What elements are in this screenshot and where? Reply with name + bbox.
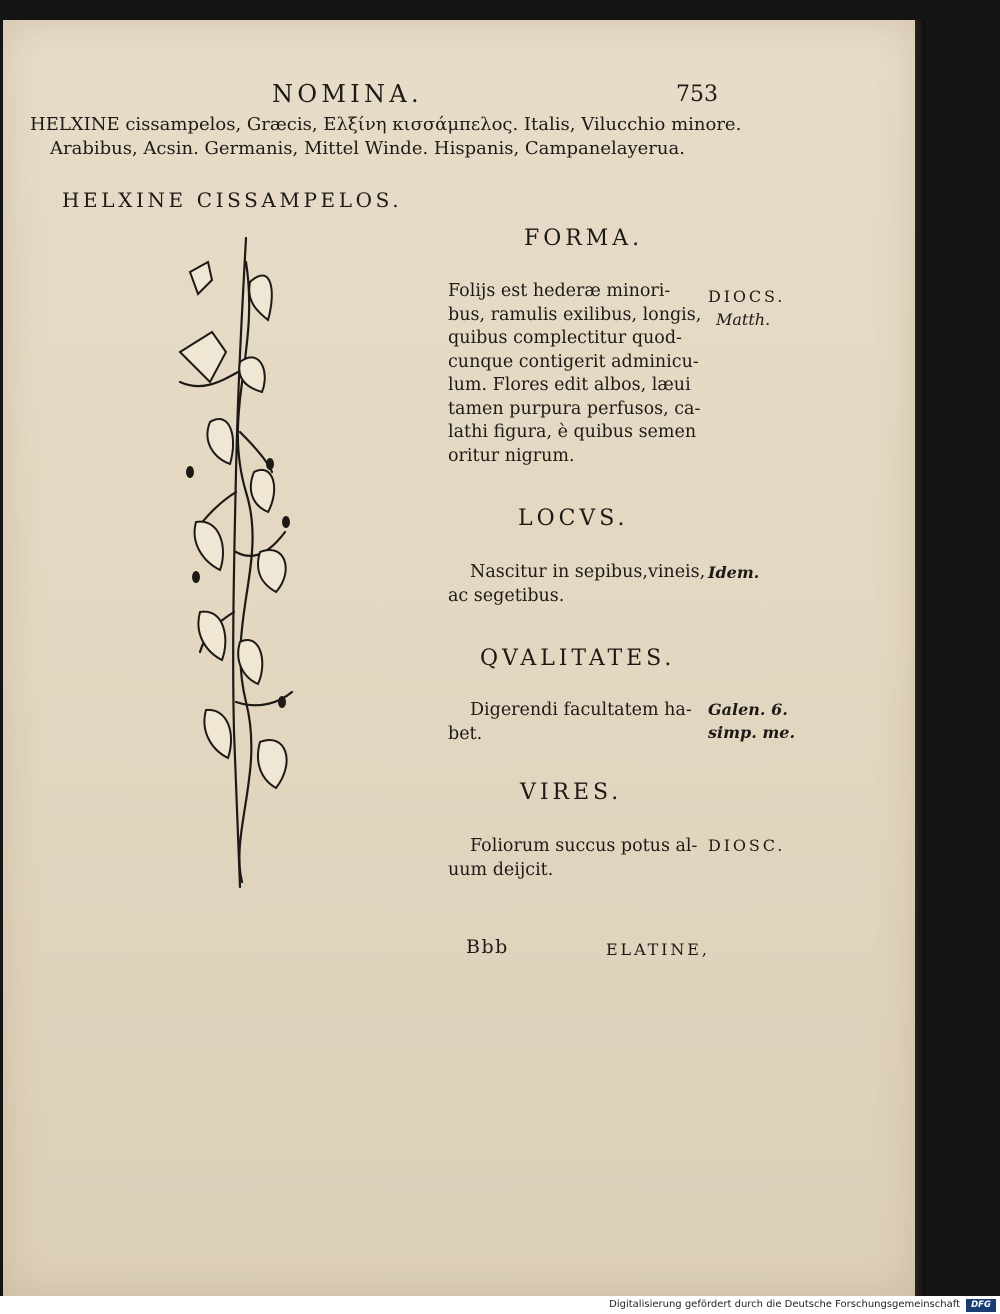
leaf-6	[258, 550, 286, 592]
page-edge	[915, 20, 925, 1296]
forma-body	[448, 280, 701, 468]
leaf-7	[198, 612, 225, 660]
leaf-10	[258, 740, 287, 788]
plant-title: HELXINE CISSAMPELOS.	[62, 188, 403, 212]
seed-pod-2	[186, 466, 194, 478]
qualitates-heading: QVALITATES.	[480, 646, 676, 671]
names-line-1: HELXINE cissampelos, Græcis, Ελξίνη κισσάμπελος. Italis, Vilucchio minore.	[30, 114, 742, 135]
catchword: ELATINE,	[606, 940, 710, 959]
forma-line-8: oritur nigrum.	[448, 445, 575, 466]
dfg-logo-icon: DFG	[966, 1299, 996, 1312]
leaf-5	[195, 522, 223, 570]
leaf-4	[251, 470, 274, 512]
locus-line-1: Nascitur in sepibus,vineis,	[470, 562, 706, 582]
plant-illustration	[150, 232, 310, 902]
forma-line-4: cunque contigerit adminicu-	[448, 351, 699, 372]
leaf-2	[239, 357, 265, 392]
flower-top	[190, 262, 212, 294]
main-stem	[233, 238, 246, 887]
qualitates-line-2: bet.	[448, 724, 483, 744]
seed-pod-4	[192, 571, 200, 583]
flower-bud	[180, 332, 226, 382]
seed-pod-5	[278, 696, 286, 708]
signature-mark: Bbb	[466, 936, 509, 958]
vires-line-2: uum deijcit.	[448, 860, 554, 880]
vires-heading: VIRES.	[520, 780, 623, 805]
forma-line-2: bus, ramulis exilibus, longis,	[448, 304, 702, 325]
qualitates-line-1: Digerendi facultatem ha-	[470, 700, 692, 720]
forma-margin-1: DIOCS.	[708, 287, 786, 306]
locus-margin-1: Idem.	[708, 563, 760, 582]
leaf-3	[207, 419, 233, 464]
leaf-1	[249, 276, 272, 320]
forma-line-5: lum. Flores edit albos, læui	[448, 375, 691, 395]
credit-text: Digitalisierung gefördert durch die Deutsche Forschungsgemeinschaft	[609, 1299, 960, 1310]
qualitates-margin-1: Galen. 6.	[708, 700, 788, 719]
vires-body	[448, 834, 697, 882]
seed-pod-3	[282, 516, 290, 528]
locus-line-2: ac segetibus.	[448, 586, 565, 606]
forma-margin-2: Matth.	[716, 310, 771, 329]
forma-heading: FORMA.	[524, 226, 644, 251]
forma-line-7: lathi figura, è quibus semen	[448, 422, 697, 442]
seed-pod-1	[266, 458, 274, 470]
names-line-2: Arabibus, Acsin. Germanis, Mittel Winde. Hispanis, Campanelayerua.	[50, 138, 685, 159]
locus-heading: LOCVS.	[518, 506, 629, 531]
qualitates-body	[448, 698, 692, 746]
vires-margin-1: DIOSC.	[708, 836, 786, 855]
leaf-9	[204, 710, 231, 758]
vires-line-1: Foliorum succus potus al-	[470, 836, 698, 856]
forma-line-6: tamen purpura perfusos, ca-	[448, 398, 701, 419]
running-title: NOMINA.	[272, 80, 423, 108]
qualitates-margin-2: simp. me.	[708, 723, 796, 742]
forma-line-3: quibus complectitur quod-	[448, 328, 682, 348]
page-number: 753	[676, 82, 718, 107]
forma-line-1: Folijs est hederæ minori-	[448, 281, 671, 301]
locus-body	[448, 560, 705, 608]
